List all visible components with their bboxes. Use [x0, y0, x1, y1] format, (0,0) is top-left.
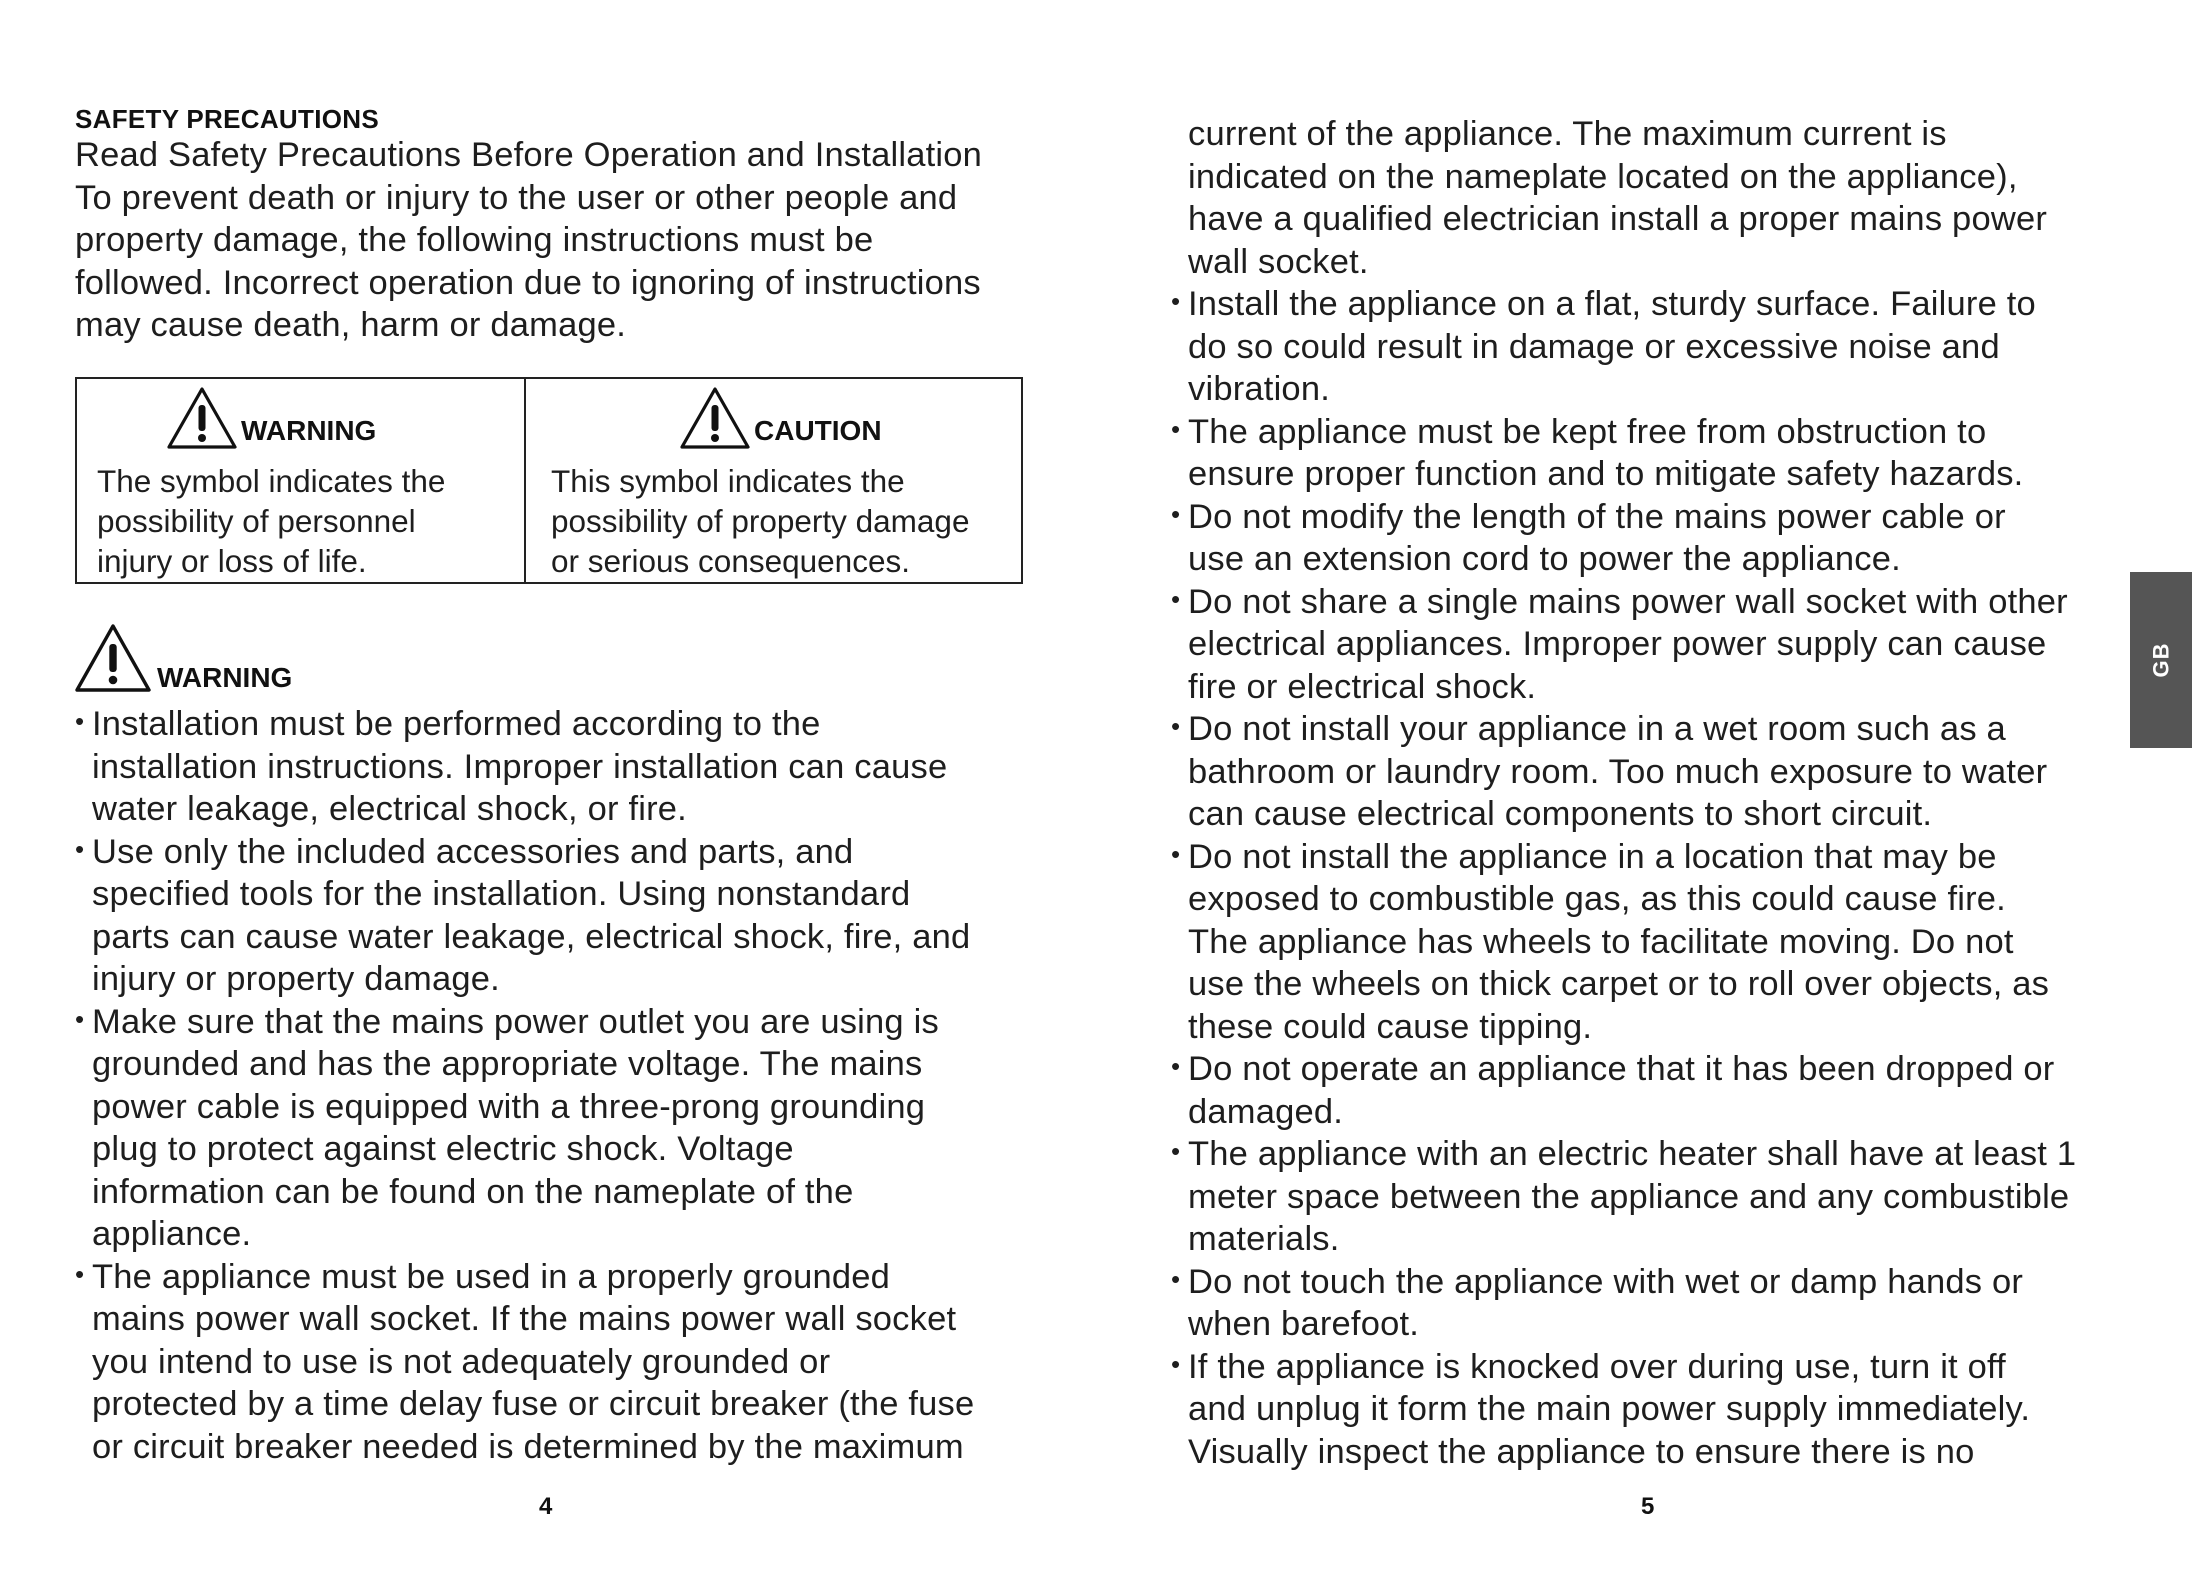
warning-legend-title: WARNING [241, 415, 377, 446]
caution-legend-cell [526, 379, 1021, 582]
bullet-line: Do not share a single mains power wall socket with other [1188, 582, 2068, 621]
warning-legend-text [97, 461, 445, 581]
legend-line: possibility of personnel [97, 503, 416, 539]
page-number: 4 [539, 1493, 553, 1520]
list-item [1171, 1261, 2151, 1346]
bullet-icon: • [1171, 498, 1181, 529]
bullet-line: Do not operate an appliance that it has been dropped or [1188, 1050, 2055, 1088]
bullet-icon: • [75, 1003, 85, 1034]
list-item [1171, 836, 2151, 1049]
warning-triangle-icon [73, 622, 153, 694]
bullet-line: exposed to combustible gas, as this could cause fire. [1188, 880, 2006, 918]
bullet-icon: • [75, 1258, 85, 1289]
bullet-icon: • [1171, 1136, 1181, 1166]
bullet-line: power cable is equipped with a three-prong grounding [92, 1087, 926, 1126]
right-page [1096, 0, 2192, 1587]
bullet-line: The appliance has wheels to facilitate moving. Do not [1188, 922, 2014, 961]
bullet-line: do so could result in damage or excessive noise and [1188, 327, 2000, 366]
intro-line: may cause death, harm or damage. [75, 306, 627, 344]
bullet-icon: • [1171, 711, 1181, 741]
list-item [1171, 1346, 2151, 1474]
bullet-line: Install the appliance on a flat, sturdy surface. Failure to [1188, 285, 2036, 323]
symbol-legend-table [75, 377, 1023, 584]
bullet-line: Do not touch the appliance with wet or damp hands or [1188, 1262, 2024, 1301]
intro-line: property damage, the following instructions must be [75, 221, 874, 259]
paragraph-line: wall socket. [1188, 242, 1369, 281]
bullet-line: these could cause tipping. [1188, 1007, 1593, 1046]
bullet-icon: • [1171, 838, 1181, 869]
bullet-line: Visually inspect the appliance to ensure there is no [1188, 1432, 1975, 1471]
bullet-line: fire or electrical shock. [1188, 667, 1537, 706]
bullet-line: appliance. [92, 1215, 252, 1253]
caution-legend-title: CAUTION [754, 415, 882, 446]
legend-line: possibility of property damage [551, 503, 970, 539]
list-item [75, 703, 1075, 831]
bullet-line: and unplug it form the main power supply immediately. [1188, 1390, 2031, 1428]
bullet-line: The appliance must be used in a properly grounded [92, 1257, 891, 1296]
bullet-icon: • [1171, 1051, 1181, 1081]
legend-line: The symbol indicates the [97, 463, 446, 499]
bullet-icon: • [1171, 1348, 1181, 1379]
bullet-line: water leakage, electrical shock, or fire. [92, 790, 687, 828]
legend-line: This symbol indicates the [551, 463, 905, 499]
bullet-line: use an extension cord to power the appliance. [1188, 540, 1901, 578]
paragraph-line: current of the appliance. The maximum current is [1188, 115, 1947, 153]
list-item [75, 1001, 1075, 1256]
continued-paragraph [1188, 113, 2168, 283]
bullet-line: when barefoot. [1188, 1305, 1420, 1343]
bullet-icon: • [1171, 583, 1181, 614]
bullet-line: Make sure that the mains power outlet you are using is [92, 1002, 939, 1041]
bullet-line: If the appliance is knocked over during use, turn it off [1188, 1347, 2006, 1386]
legend-line: or serious consequences. [551, 543, 910, 579]
bullet-line: grounded and has the appropriate voltage. The mains [92, 1045, 923, 1083]
bullet-line: mains power wall socket. If the mains power wall socket [92, 1300, 957, 1338]
list-item [1171, 1133, 2151, 1261]
bullet-line: or circuit breaker needed is determined by the maximum [92, 1427, 964, 1466]
intro-paragraph [75, 134, 1075, 347]
bullet-icon: • [1171, 1263, 1181, 1294]
bullet-line: bathroom or laundry room. Too much exposure to water [1188, 752, 2048, 791]
bullet-line: materials. [1188, 1220, 1340, 1258]
bullet-icon: • [75, 706, 85, 736]
bullet-line: Use only the included accessories and parts, and [92, 832, 854, 871]
bullet-line: damaged. [1188, 1092, 1344, 1131]
list-item [1171, 708, 2151, 836]
page-number: 5 [1641, 1493, 1655, 1520]
warning-section-title: WARNING [157, 662, 293, 693]
list-item [1171, 1048, 2151, 1133]
caution-legend-header [678, 385, 882, 451]
bullet-line: use the wheels on thick carpet or to roll over objects, as [1188, 965, 2050, 1003]
bullet-line: The appliance must be kept free from obstruction to [1188, 412, 1987, 451]
bullet-line: installation instructions. Improper installation can cause [92, 747, 948, 786]
bullet-line: ensure proper function and to mitigate safety hazards. [1188, 455, 2024, 493]
bullet-line: Installation must be performed according to the [92, 705, 821, 743]
list-item [75, 831, 1075, 1001]
list-item [1171, 496, 2151, 581]
warning-bullet-list-continued [1171, 283, 2151, 1473]
intro-line: Read Safety Precautions Before Operation and Installation [75, 136, 983, 174]
bullet-line: plug to protect against electric shock. Voltage [92, 1130, 794, 1168]
bullet-line: meter space between the appliance and any combustible [1188, 1177, 2070, 1216]
paragraph-line: indicated on the nameplate located on the appliance), [1188, 157, 2018, 196]
list-item [1171, 581, 2151, 709]
caution-triangle-icon [678, 385, 752, 451]
list-item [1171, 283, 2151, 411]
bullet-line: information can be found on the nameplate of the [92, 1172, 854, 1211]
bullet-icon: • [75, 833, 85, 864]
bullet-line: can cause electrical components to short circuit. [1188, 795, 1933, 833]
warning-bullet-list [75, 703, 1075, 1468]
bullet-line: electrical appliances. Improper power supply can cause [1188, 625, 2047, 663]
bullet-icon: • [1171, 286, 1181, 316]
legend-line: injury or loss of life. [97, 543, 367, 579]
bullet-line: protected by a time delay fuse or circuit breaker (the fuse [92, 1385, 975, 1423]
warning-legend-cell [77, 379, 526, 582]
paragraph-line: have a qualified electrician install a proper mains power [1188, 200, 2048, 238]
bullet-icon: • [1171, 413, 1181, 444]
section-heading: SAFETY PRECAUTIONS [75, 104, 379, 134]
bullet-line: Do not install the appliance in a location that may be [1188, 837, 1997, 876]
bullet-line: parts can cause water leakage, electrical shock, fire, and [92, 917, 971, 956]
warning-triangle-icon [165, 385, 239, 451]
bullet-line: Do not modify the length of the mains power cable or [1188, 497, 2006, 536]
bullet-line: The appliance with an electric heater shall have at least 1 [1188, 1135, 2077, 1173]
bullet-line: injury or property damage. [92, 960, 500, 998]
intro-line: followed. Incorrect operation due to ignoring of instructions [75, 263, 981, 302]
language-tab [2130, 572, 2192, 748]
bullet-line: you intend to use is not adequately grounded or [92, 1342, 831, 1381]
list-item [1171, 411, 2151, 496]
warning-legend-header [165, 385, 376, 451]
bullet-line: Do not install your appliance in a wet room such as a [1188, 710, 2006, 748]
list-item [75, 1256, 1075, 1469]
intro-line: To prevent death or injury to the user or other people and [75, 178, 958, 217]
warning-section-header [73, 622, 292, 694]
bullet-line: specified tools for the installation. Using nonstandard [92, 875, 911, 913]
language-tab-label: GB [2148, 642, 2173, 678]
caution-legend-text [551, 461, 969, 581]
bullet-line: vibration. [1188, 370, 1330, 408]
